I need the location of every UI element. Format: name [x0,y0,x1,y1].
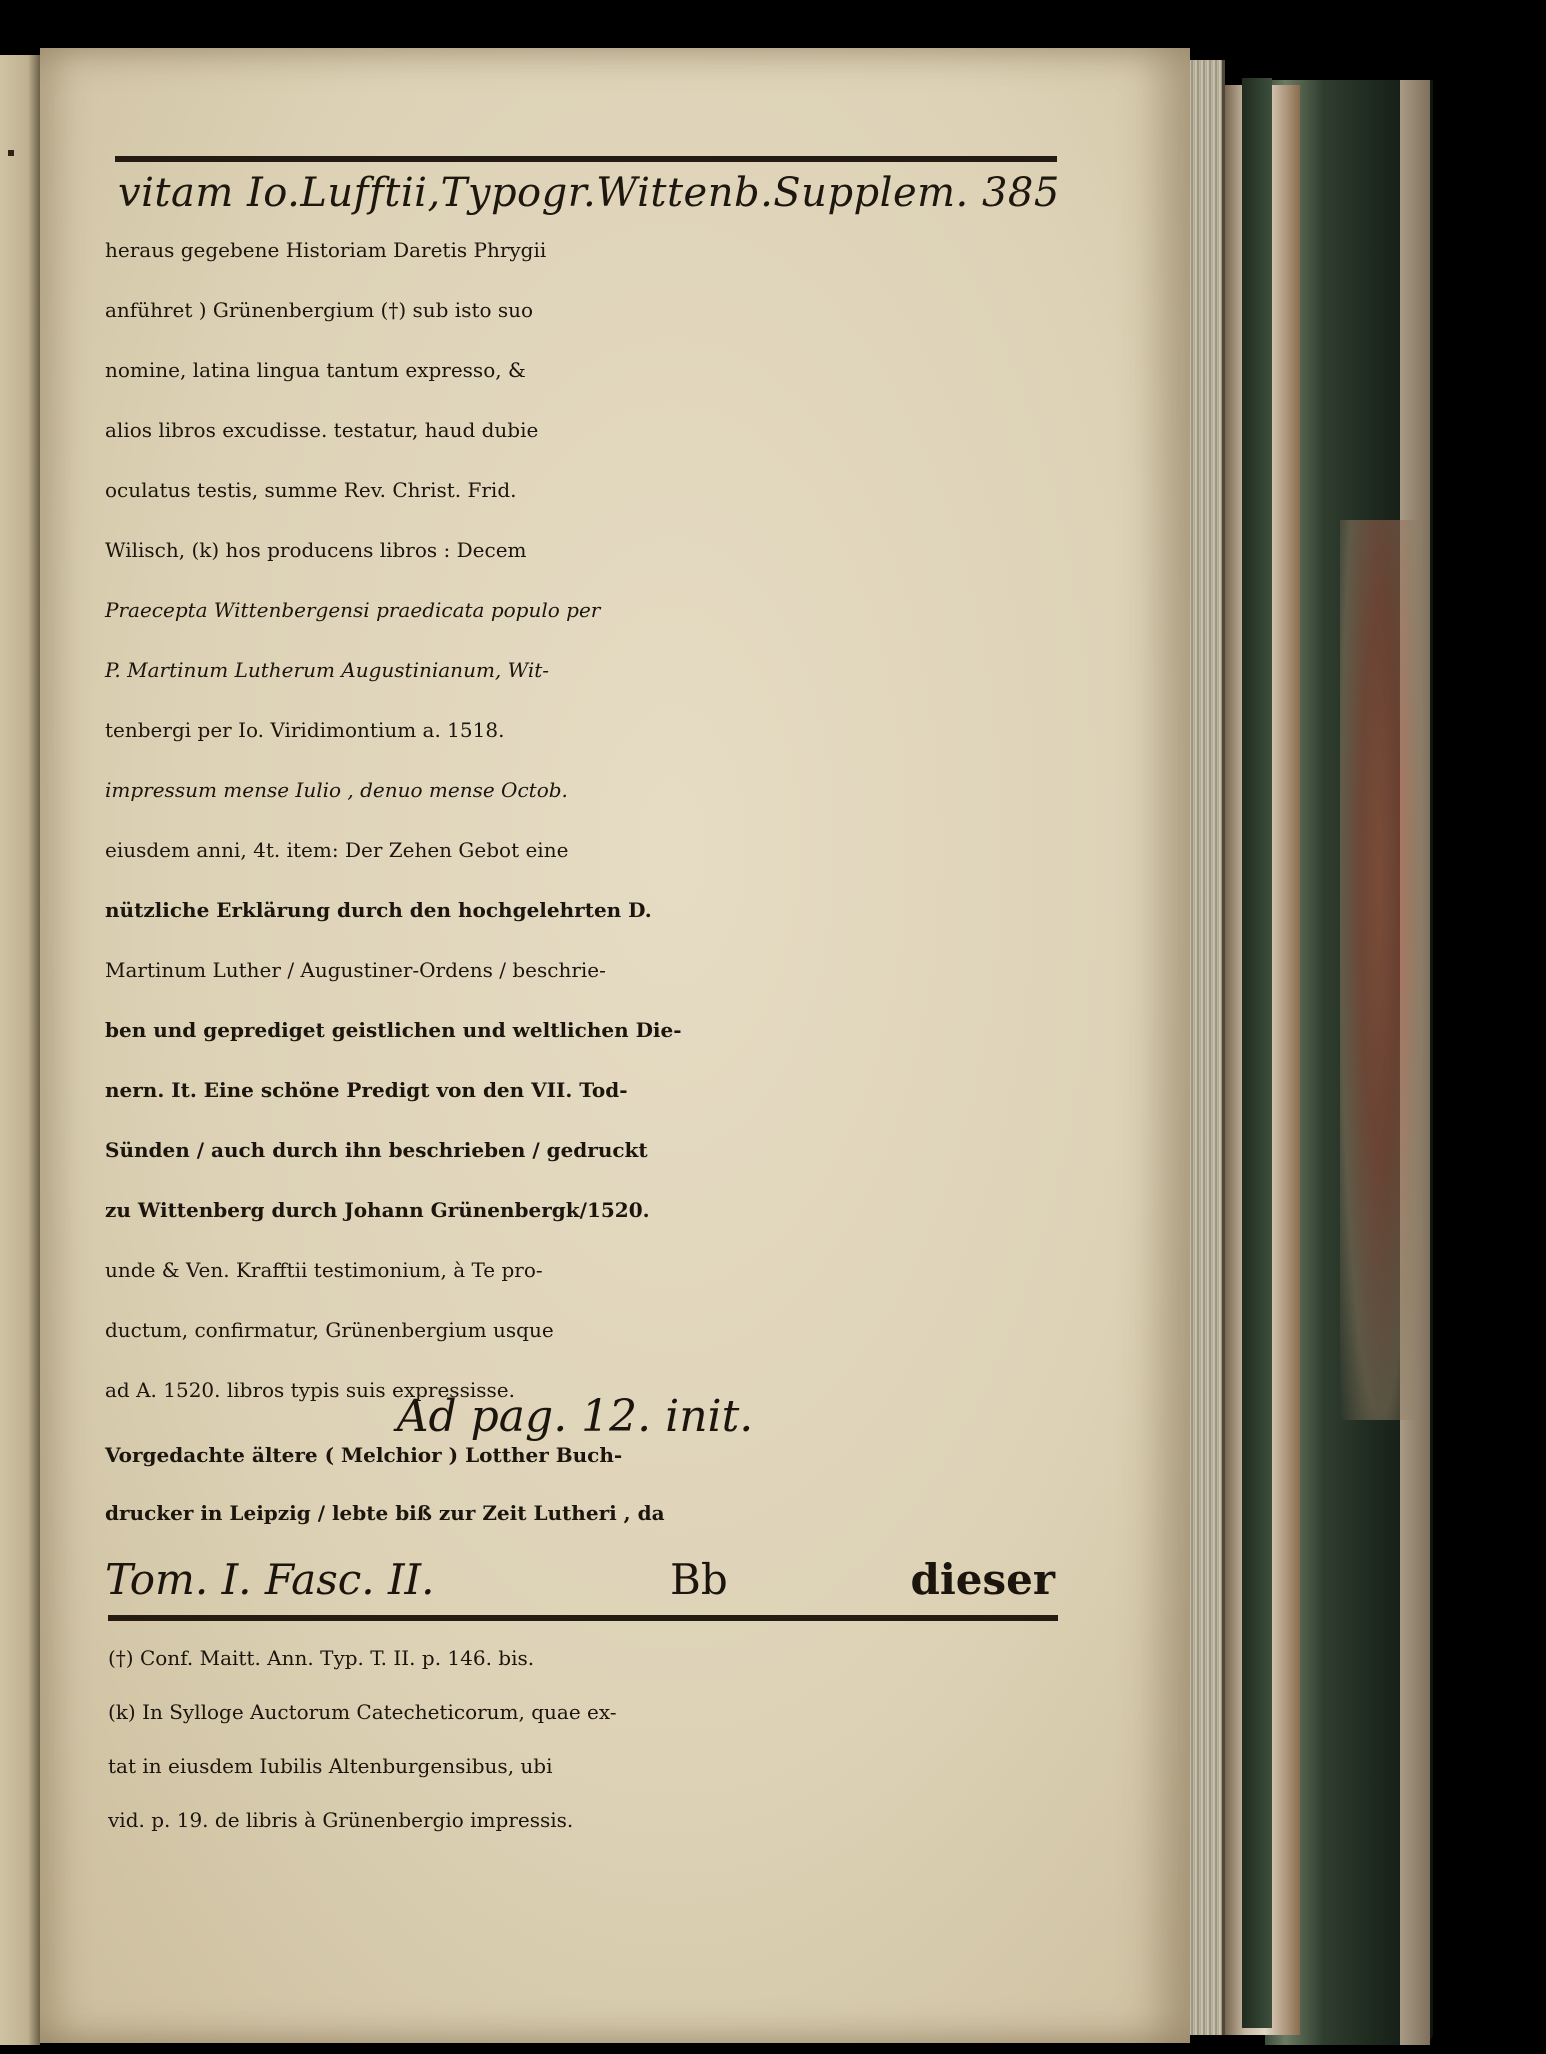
catchword: dieser [910,1555,1055,1604]
footnote-line: tat in eiusdem Iubilis Altenburgensibus, ubi [108,1754,553,1778]
footnote-line: (†) Conf. Maitt. Ann. Typ. T. II. p. 146. bis. [108,1646,535,1670]
body-line: zu Wittenberg durch Johann Grünenbergk/1520. [105,1198,650,1222]
footnote-line: vid. p. 19. de libris à Grünenbergio impressis. [108,1808,574,1832]
body-line: heraus gegebene Historiam Daretis Phrygii [105,238,547,262]
body-line: impressum mense Iulio , denuo mense Octob. [105,778,568,802]
section-line: Vorgedachte ältere ( Melchior ) Lotther Buch- [105,1443,623,1467]
body-line: alios libros excudisse. testatur, haud dubie [105,418,539,442]
body-line: P. Martinum Lutherum Augustinianum, Wit- [105,658,550,682]
body-line: ductum, confirmatur, Grünenbergium usque [105,1318,554,1342]
body-line: nützliche Erklärung durch den hochgelehrten D. [105,898,652,922]
footnote-rule [108,1615,1058,1621]
footnote-line: (k) In Sylloge Auctorum Catecheticorum, quae ex- [108,1700,617,1724]
body-line: ad A. 1520. libros typis suis expressisse. [105,1378,515,1402]
body-line: ben und geprediget geistlichen und weltlichen Die- [105,1018,682,1042]
body-line: Praecepta Wittenbergensi praedicata populo per [105,598,601,622]
facing-page-mark [8,150,14,156]
running-head: vitam Io.Lufftii,Typogr.Wittenb.Supplem. 385 [118,170,1060,216]
marbled-cover-detail [1340,520,1420,1420]
signature-mark: Bb [670,1555,728,1604]
body-line: Sünden / auch durch ihn beschrieben / gedruckt [105,1138,648,1162]
section-line: drucker in Leipzig / lebte biß zur Zeit Lutheri , da [105,1501,665,1525]
body-line: anführet ) Grünenbergium (†) sub isto suo [105,298,534,322]
body-line: nern. It. Eine schöne Predigt von den VII. Tod- [105,1078,628,1102]
book-page [40,48,1190,2043]
body-line: Wilisch, (k) hos producens libros : Decem [105,538,527,562]
cover-stripe [1242,78,1272,2028]
body-line: oculatus testis, summe Rev. Christ. Frid. [105,478,517,502]
section-heading: Ad pag. 12. init. [396,1391,754,1442]
facing-page-edge [0,55,40,2045]
body-line: unde & Ven. Krafftii testimonium, à Te pro- [105,1258,543,1282]
signature-label: Tom. I. Fasc. II. [105,1555,435,1604]
body-line: Martinum Luther / Augustiner-Ordens / beschrie- [105,958,606,982]
body-line: tenbergi per Io. Viridimontium a. 1518. [105,718,505,742]
header-rule [115,156,1057,162]
body-line: eiusdem anni, 4t. item: Der Zehen Gebot eine [105,838,569,862]
body-line: nomine, latina lingua tantum expresso, & [105,358,526,382]
